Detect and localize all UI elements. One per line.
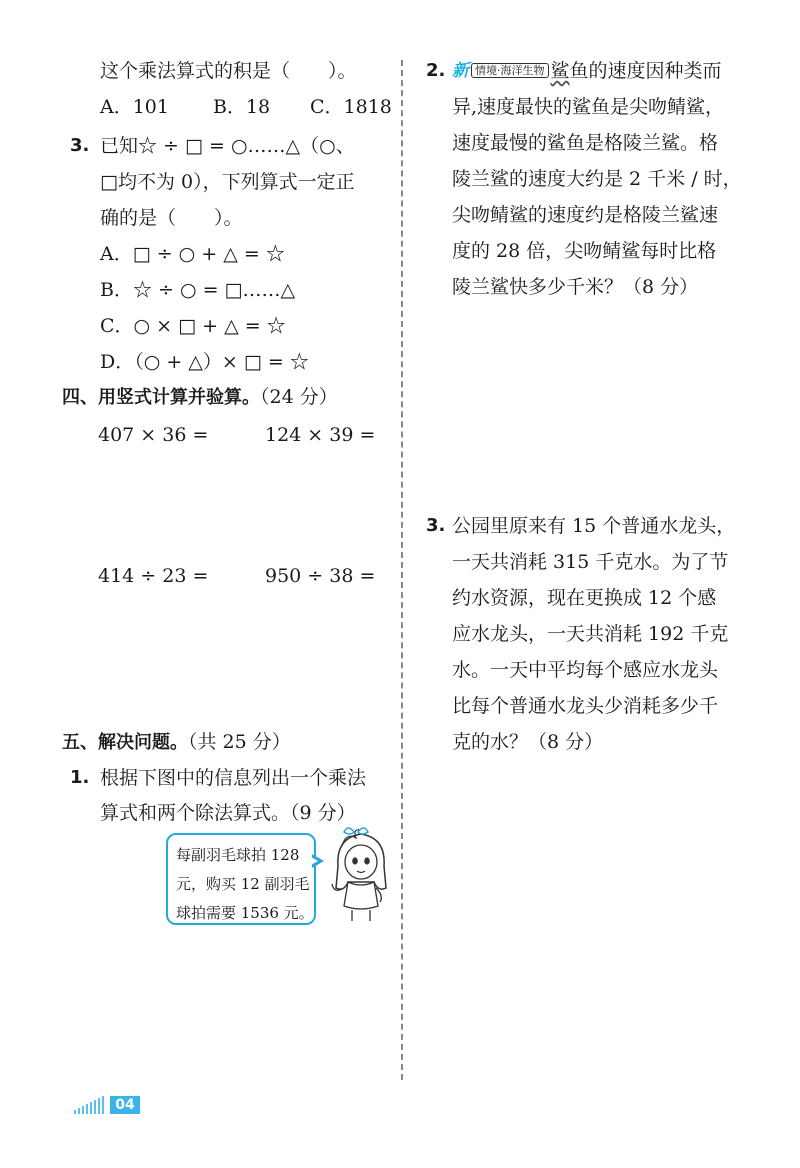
calc-4: 950 ÷ 38 = [265, 565, 376, 587]
section-5-score: （共 25 分） [188, 731, 291, 753]
p3-line-3: 约水资源，现在更换成 12 个感 [452, 587, 717, 609]
bubble-tail-inner [311, 857, 318, 865]
bubble-line-2: 元，购买 12 副羽毛 [176, 875, 310, 893]
p2-line-1 [452, 58, 722, 84]
p1-number: 1. [70, 767, 90, 788]
p2-line-3: 速度最慢的鲨鱼是格陵兰鲨。格 [452, 132, 719, 154]
badge-tag: 情境·海洋生物 [471, 63, 549, 78]
p2-line-6: 度的 28 倍，尖吻鲭鲨每时比格 [452, 240, 717, 262]
p2-number: 2. [426, 60, 446, 81]
column-divider [401, 60, 403, 1080]
q2-option-a: A．101 [100, 96, 169, 118]
q3-line-2: □均不为 0），下列算式一定正 [100, 171, 355, 193]
q2-option-c: C．1818 [310, 96, 392, 118]
p3-number: 3. [426, 515, 446, 536]
scenario-badge [452, 61, 549, 81]
p3-line-2: 一天共消耗 315 千克水。为了节 [452, 551, 729, 573]
speech-bubble [166, 833, 316, 925]
q3-option-d: D．（○ + △）× □ = ☆ [100, 351, 309, 373]
q3-line-1: 已知☆ ÷ □ = ○……△（○、 [100, 135, 355, 157]
q3-line-3: 确的是（ ）。 [100, 207, 243, 229]
p2-line-4: 陵兰鲨的速度大约是 2 千米 / 时， [452, 168, 742, 190]
bubble-line-3: 球拍需要 1536 元。 [176, 904, 314, 922]
p2-line-1-underlined: 鲨 [550, 60, 570, 82]
section-5-heading [62, 729, 291, 756]
q2-tail: 这个乘法算式的积是（ ）。 [100, 60, 357, 82]
p3-line-4: 应水龙头，一天共消耗 192 千克 [452, 623, 729, 645]
p2-line-5: 尖吻鲭鲨的速度约是格陵兰鲨速 [452, 204, 719, 226]
calc-2: 124 × 39 = [265, 424, 376, 446]
p2-line-1-text: 鱼的速度因种类而 [569, 60, 722, 82]
p2-line-2: 异,速度最快的鲨鱼是尖吻鲭鲨， [452, 96, 725, 118]
bubble-line-1: 每副羽毛球拍 128 [176, 846, 300, 864]
badge-new-label: 新 [452, 60, 469, 81]
p3-line-1: 公园里原来有 15 个普通水龙头， [452, 515, 736, 537]
calc-1: 407 × 36 = [98, 424, 209, 446]
section-4-heading [62, 384, 338, 411]
p1-line-1: 根据下图中的信息列出一个乘法 [100, 767, 367, 789]
section-5-title: 五、解决问题。 [62, 732, 188, 753]
q3-option-c: C．○ × □ + △ = ☆ [100, 315, 286, 337]
q3-option-b: B．☆ ÷ ○ = □……△ [100, 279, 296, 301]
p2-line-7: 陵兰鲨快多少千米？（8 分） [452, 276, 699, 298]
q2-option-b: B．18 [213, 96, 271, 118]
p3-line-7: 克的水？（8 分） [452, 731, 604, 753]
calc-3: 414 ÷ 23 = [98, 565, 209, 587]
p1-line-2: 算式和两个除法算式。（9 分） [100, 802, 356, 824]
q3-number: 3. [70, 135, 90, 156]
p3-line-6: 比每个普通水龙头少消耗多少千 [452, 695, 719, 717]
q3-option-a: A．□ ÷ ○ + △ = ☆ [100, 243, 285, 265]
page-number: 04 [110, 1096, 140, 1114]
girl-illustration [326, 826, 396, 924]
section-4-title: 四、用竖式计算并验算。 [62, 387, 260, 408]
p3-line-5: 水。一天中平均每个感应水龙头 [452, 659, 719, 681]
section-4-score: （24 分） [260, 386, 338, 408]
